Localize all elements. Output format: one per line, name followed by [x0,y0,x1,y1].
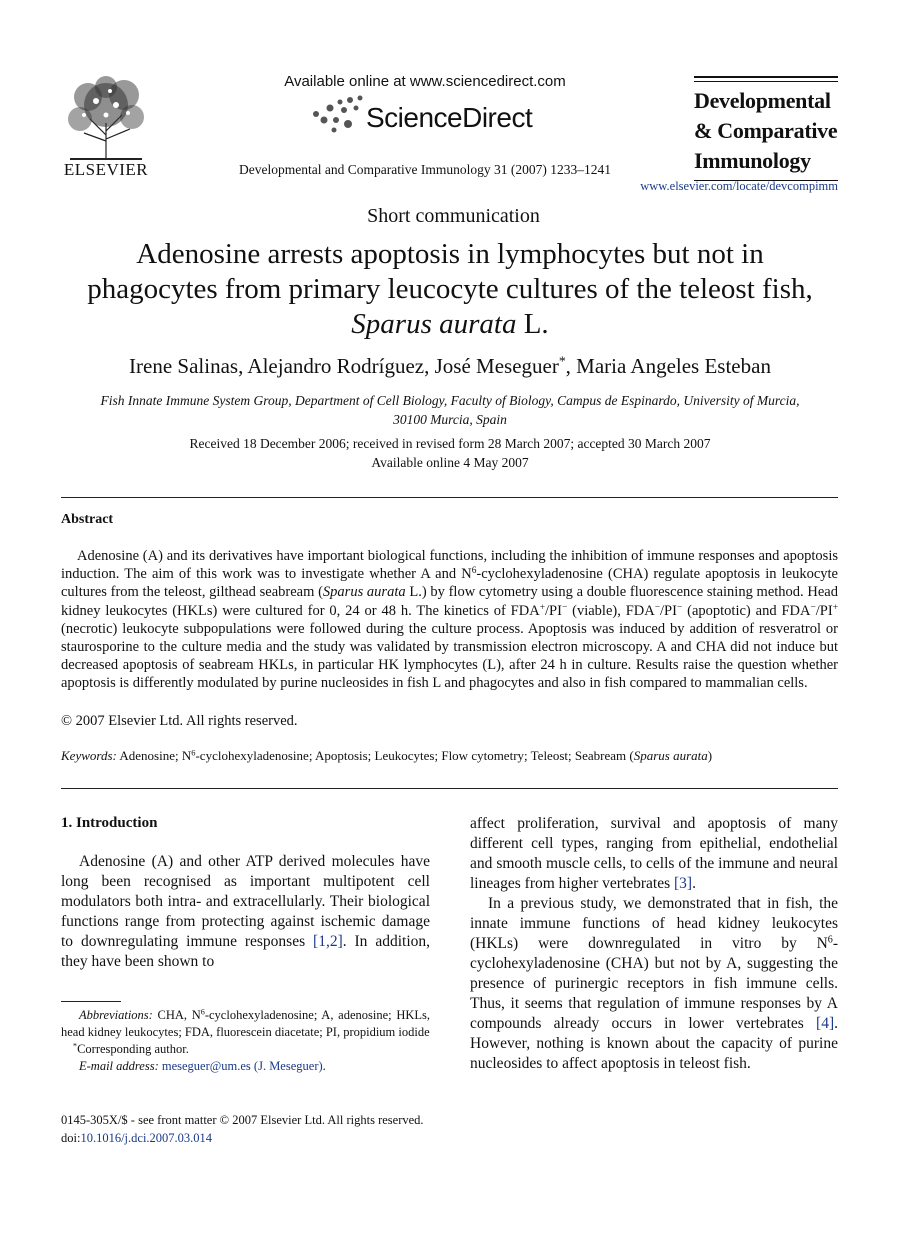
species-name: Sparus aurata [633,748,708,763]
email-footnote [61,1058,430,1075]
superscript: 6 [200,1007,205,1017]
sciencedirect-wordmark: ScienceDirect [366,102,533,133]
keywords-run: ) [707,748,713,763]
text-run: . However, nothing is known about the capacity of purine nucleosides to affect apoptosis in teleost fish. [470,1015,838,1072]
title-line: phagocytes from primary leucocyte cultures of the teleost fish, [87,273,813,305]
doi-label: doi: [61,1131,81,1145]
corresponding-author-mark: * [73,1041,78,1051]
title-species: Sparus aurata [351,308,517,340]
title-line [40,307,860,342]
author-list [40,354,860,379]
footnote-label: Abbreviations: [79,1008,153,1022]
superscript: + [539,602,546,613]
abstract-heading: Abstract [61,512,114,527]
abstract-text [61,547,838,693]
superscript: + [832,602,838,613]
journal-title-line: Immunology [694,148,811,173]
received-dates: Received 18 December 2006; received in revised form 28 March 2007; accepted 30 March 2007 [189,436,711,451]
reference-link[interactable]: [1,2] [313,933,343,950]
elsevier-tree-logo [60,75,152,160]
right-column [470,814,838,1074]
corresponding-footnote [61,1041,430,1058]
keywords-label: Keywords: [61,748,117,763]
paragraph [470,894,838,1074]
divider [61,497,838,498]
section-heading: 1. Introduction [61,815,158,831]
keywords-run: Adenosine; N [116,748,192,763]
abstract-run: /PI [545,602,562,619]
article-title [40,237,860,342]
corresponding-author-mark[interactable]: * [558,353,566,369]
left-column [61,852,430,972]
paragraph [470,814,838,894]
text-run: CHA, N [152,1008,201,1022]
title-end: L. [516,308,549,340]
superscript: − [810,602,816,613]
publisher-wordmark: ELSEVIER [63,160,149,179]
abstract-run: /PI [815,602,833,619]
sciencedirect-dots-icon [306,94,366,134]
abstract-run: Adenosine (A) and its derivatives have important biological functions, including the inhibition of immune responses and apoptosis induction. The aim of this work was to investigate whether A and N [61,548,838,583]
abbreviations-footnote [61,1007,430,1041]
superscript: 6 [471,566,477,577]
authors-part: , Maria Angeles Esteban [565,354,771,378]
abstract-run: L.) by flow cytometry using a double fluorescence staining method. Head kidney leukocytes (HKLs) were cultured for 0, 24 or 48 h. The kinetics of FDA [61,584,838,619]
text-run: In a previous study, we demonstrated that in fish, the innate immune functions of head kidney leukocytes (HKLs) were downregulated in vitro by N [470,895,838,952]
affiliation-line: Fish Innate Immune System Group, Department of Cell Biology, Faculty of Biology, Campus de Espinardo, University of Murcia, [100,393,800,408]
affiliation-line: 30100 Murcia, Spain [393,412,507,427]
issn-line: 0145-305X/$ - see front matter © 2007 Elsevier Ltd. All rights reserved. [61,1113,424,1127]
keywords-run: -cyclohexyladenosine; Apoptosis; Leukocytes; Flow cytometry; Teleost; Seabream ( [195,748,634,763]
keywords [61,748,838,764]
text-run: -cyclohexyladenosine (CHA) but not by A, suggesting the presence of purinergic receptors in fish immune cells. Thus, it seems that regulation of immune responses by A compounds already occurs in lower vertebrates [470,935,838,1032]
text-run: . [322,1059,326,1073]
journal-rule-top [694,76,838,82]
front-matter [61,1111,424,1147]
reference-link[interactable]: [4] [816,1015,835,1032]
affiliation [80,391,820,429]
doi-line [61,1129,424,1147]
reference-link[interactable]: [3] [674,875,693,892]
abstract-run: /PI [660,602,677,619]
title-line: Adenosine arrests apoptosis in lymphocytes but not in [136,238,764,270]
available-online-text: Available online at www.sciencedirect.com [284,73,566,90]
abstract-copyright: © 2007 Elsevier Ltd. All rights reserved. [61,713,298,729]
journal-url-link[interactable]: www.elsevier.com/locate/devcompimm [640,179,838,193]
text-run: affect proliferation, survival and apoptosis of many different cell types, ranging from epithelial, endothelial and smooth muscle cells, to cells of the immune and neural lineages from higher vertebrates [470,815,838,892]
superscript: 6 [827,934,833,946]
superscript: − [654,602,661,613]
superscript: − [676,602,683,613]
journal-title-box [694,76,838,181]
article-type: Short communication [367,205,540,227]
text-run: -cyclohexyladenosine; A, adenosine; HKLs, head kidney leukocytes; FDA, fluorescein diacetate; PI, propidium iodide [61,1008,430,1039]
abstract-run: (viable), FDA [567,602,655,619]
footnote-label: E-mail address: [79,1059,159,1073]
superscript: 6 [191,747,196,758]
journal-title-line: Developmental [694,88,831,113]
abstract-run: (necrotic) leukocyte subpopulations were followed during the culture process. Apoptosis was induced by addition of resveratrol or staurosporine to the culture media and the study was validated by transmission electron microscopy. A and CHA did not induce but decreased apoptosis of seabream HKLs, in particular HK lymphocytes (L), after 24 h in culture. Results raise the question whether apoptosis is differently modulated by purine nucleosides in fish L and phagocytes and also in fish compared to mammalian cells. [61,620,838,692]
text-run: Adenosine (A) and other ATP derived molecules have long been recognised as important multipotent cell modulators both intra- and extracellularly. Their biological functions range from protecting against ischemic damage to downregulating immune responses [61,853,430,950]
article-dates [80,434,820,472]
species-name: Sparus aurata [322,584,406,601]
text-run: . In addition, they have been shown to [61,933,431,970]
journal-title-line: & Comparative [694,118,838,143]
divider [61,788,838,789]
journal-citation: Developmental and Comparative Immunology 31 (2007) 1233–1241 [239,162,611,177]
available-date: Available online 4 May 2007 [371,455,529,470]
text-run: Corresponding author. [77,1042,189,1056]
text-run: . [692,875,696,892]
authors-part: Irene Salinas, Alejandro Rodríguez, José Meseguer [129,354,559,378]
email-link[interactable]: meseguer@um.es (J. Meseguer) [158,1059,323,1073]
footnotes [61,1007,430,1075]
doi-link[interactable]: 10.1016/j.dci.2007.03.014 [80,1131,213,1145]
abstract-run: (apoptotic) and FDA [682,602,811,619]
footnote-rule [61,1001,121,1002]
abstract-run: -cyclohexyladenosine (CHA) regulate apoptosis in leukocyte cultures from the teleost, gilthead seabream ( [61,566,838,601]
paragraph [61,852,430,972]
superscript: − [561,602,568,613]
